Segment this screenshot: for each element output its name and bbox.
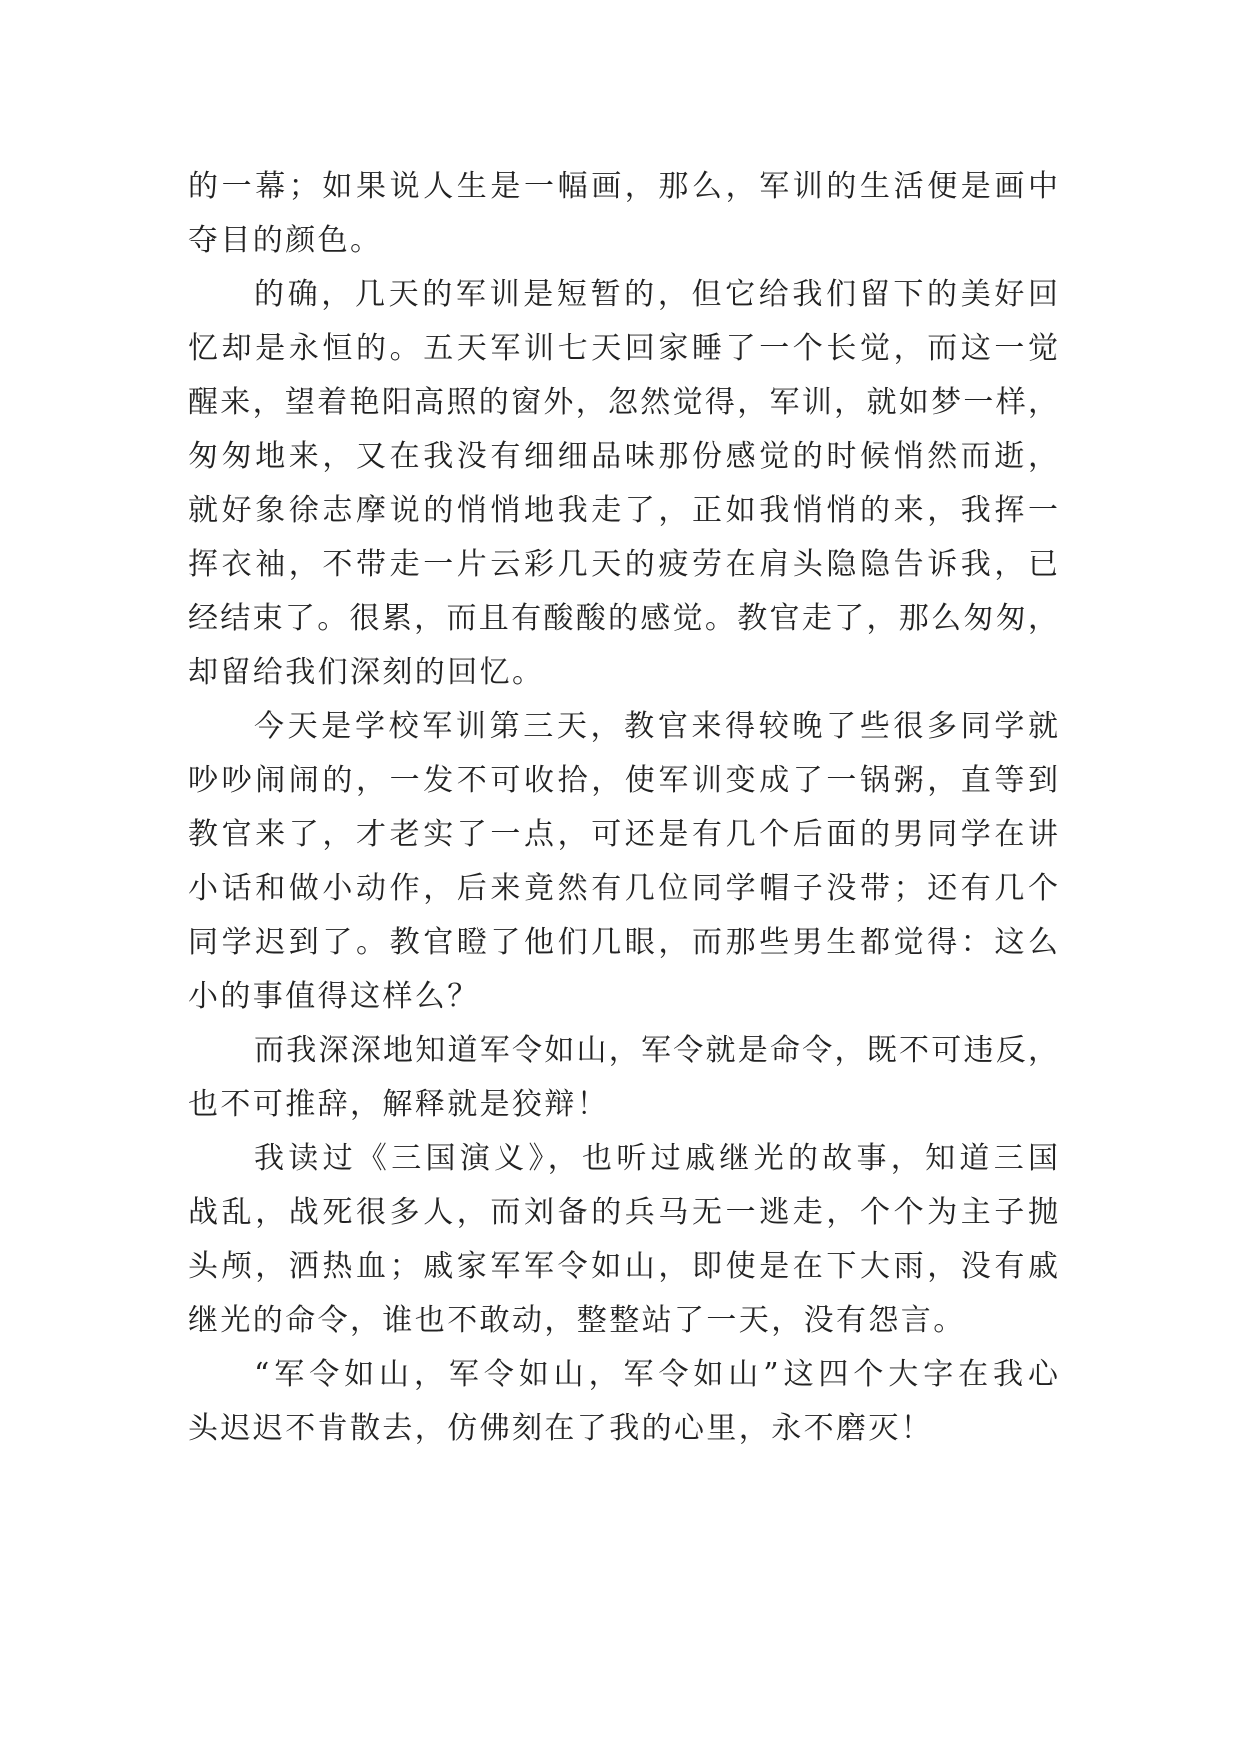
document-body bbox=[188, 160, 1058, 1456]
text-line: 我读过《三国演义》，也听过戚继光的故事，知道三国 bbox=[254, 1141, 1058, 1176]
text-line: 小话和做小动作，后来竟然有几位同学帽子没带；还有几个 bbox=[188, 871, 1058, 906]
text-line: “军令如山，军令如山，军令如山”这四个大字在我心 bbox=[254, 1357, 1058, 1392]
text-line: 教官来了，才老实了一点，可还是有几个后面的男同学在讲 bbox=[188, 817, 1058, 852]
text-line: 也不可推辞，解释就是狡辩！ bbox=[188, 1087, 610, 1122]
text-line: 匆匆地来，又在我没有细细品味那份感觉的时候悄然而逝， bbox=[188, 439, 1058, 474]
paragraph-4 bbox=[188, 1024, 1058, 1132]
text-line: 挥衣袖，不带走一片云彩几天的疲劳在肩头隐隐告诉我，已 bbox=[188, 547, 1058, 582]
paragraph-5 bbox=[188, 1132, 1058, 1348]
text-line: 就好象徐志摩说的悄悄地我走了，正如我悄悄的来，我挥一 bbox=[188, 493, 1058, 528]
paragraph-3 bbox=[188, 700, 1058, 1024]
text-line: 醒来，望着艳阳高照的窗外，忽然觉得，军训，就如梦一样， bbox=[188, 385, 1058, 420]
paragraph-2 bbox=[188, 268, 1058, 700]
text-line: 而我深深地知道军令如山，军令就是命令，既不可违反， bbox=[254, 1033, 1058, 1068]
text-line: 夺目的颜色。 bbox=[188, 223, 383, 258]
text-line: 经结束了。很累，而且有酸酸的感觉。教官走了，那么匆匆， bbox=[188, 601, 1058, 636]
text-line: 的确，几天的军训是短暂的，但它给我们留下的美好回 bbox=[254, 277, 1058, 312]
text-line: 小的事值得这样么？ bbox=[188, 979, 480, 1014]
text-line: 忆却是永恒的。五天军训七天回家睡了一个长觉，而这一觉 bbox=[188, 331, 1058, 366]
text-line: 继光的命令，谁也不敢动，整整站了一天，没有怨言。 bbox=[188, 1303, 966, 1338]
text-line: 头迟迟不肯散去，仿佛刻在了我的心里，永不磨灭！ bbox=[188, 1411, 934, 1446]
text-line: 的一幕；如果说人生是一幅画，那么，军训的生活便是画中 bbox=[188, 169, 1058, 204]
paragraph-6 bbox=[188, 1348, 1058, 1456]
text-line: 战乱，战死很多人，而刘备的兵马无一逃走，个个为主子抛 bbox=[188, 1195, 1058, 1230]
text-line: 吵吵闹闹的，一发不可收拾，使军训变成了一锅粥，直等到 bbox=[188, 763, 1058, 798]
paragraph-1 bbox=[188, 160, 1058, 268]
text-line: 同学迟到了。教官瞪了他们几眼，而那些男生都觉得：这么 bbox=[188, 925, 1058, 960]
text-line: 头颅，洒热血；戚家军军令如山，即使是在下大雨，没有戚 bbox=[188, 1249, 1058, 1284]
text-line: 却留给我们深刻的回忆。 bbox=[188, 655, 545, 690]
text-line: 今天是学校军训第三天，教官来得较晚了些很多同学就 bbox=[254, 709, 1058, 744]
